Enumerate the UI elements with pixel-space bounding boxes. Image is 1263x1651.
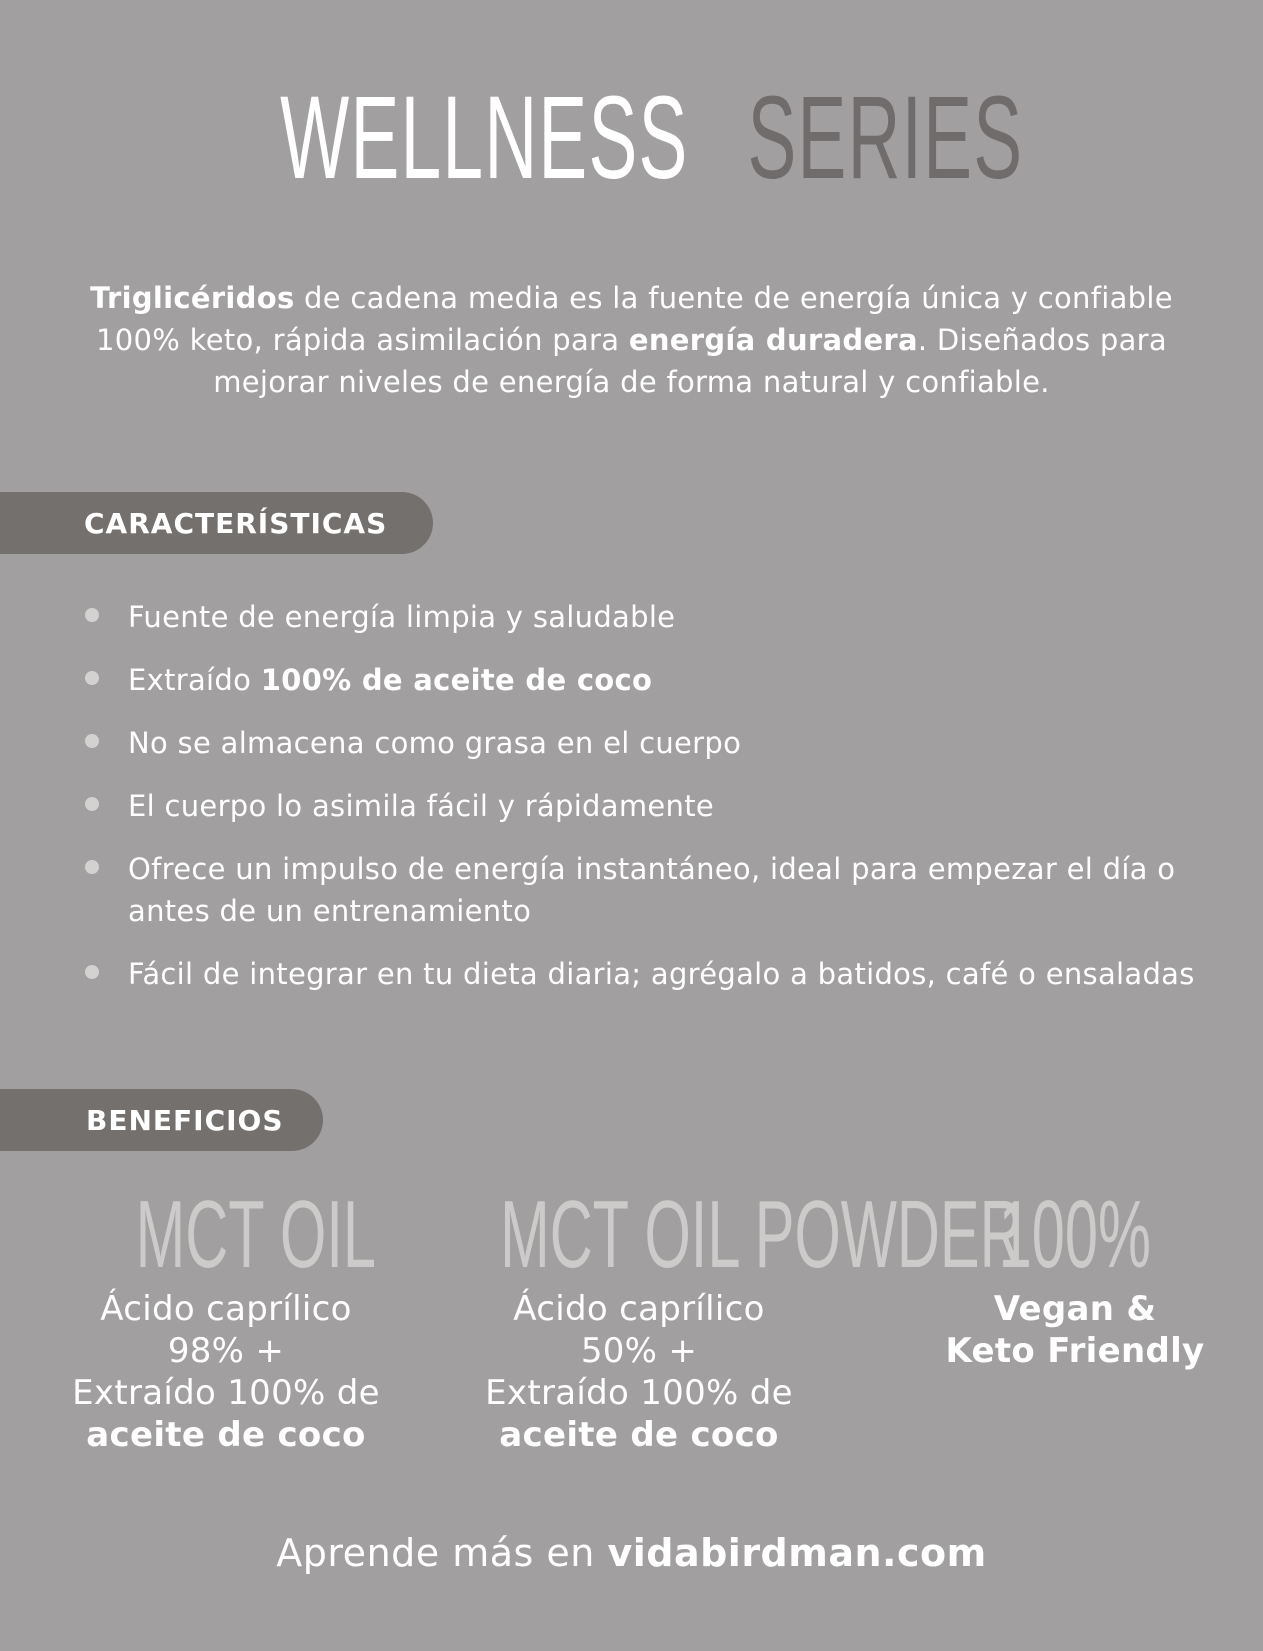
benefit-line: Vegan &: [993, 1289, 1157, 1329]
benefit-line: Extraído 100% de: [485, 1373, 793, 1413]
list-item-text: Fácil de integrar en tu dieta diaria; agrégalo a batidos, café o ensaladas: [128, 957, 1195, 991]
list-item: [84, 659, 1204, 701]
list-item: [84, 596, 1204, 638]
section-heading-features-label: CARACTERÍSTICAS: [84, 506, 388, 540]
benefit-line: Ácido caprílico: [513, 1289, 765, 1329]
benefit-column-mct-oil: [52, 1288, 400, 1456]
list-item-bold: 100% de aceite de coco: [260, 663, 653, 697]
website-link[interactable]: vidabirdman.com: [607, 1531, 987, 1575]
title-series: SERIES: [747, 72, 1024, 204]
benefit-line: Extraído 100% de: [72, 1373, 380, 1413]
benefit-column-mct-oil-powder: [465, 1288, 813, 1456]
list-item-text: Extraído: [128, 663, 261, 697]
benefit-line: 50% +: [580, 1331, 698, 1371]
bullet-icon: [85, 734, 99, 748]
list-item: [84, 953, 1204, 995]
list-item-text: Ofrece un impulso de energía instantáneo, ideal para empezar el día o antes de un entrenamiento: [128, 852, 1176, 928]
bullet-icon: [85, 608, 99, 622]
section-heading-benefits-label: BENEFICIOS: [86, 1103, 284, 1137]
footer-website: [0, 1528, 1263, 1578]
benefit-headline-percent: [900, 1181, 1250, 1288]
benefit-line: Keto Friendly: [945, 1331, 1205, 1371]
benefit-headline-text: MCT OIL: [135, 1181, 376, 1288]
list-item: [84, 848, 1204, 932]
list-item: [84, 785, 1204, 827]
list-item-text: El cuerpo lo asimila fácil y rápidamente: [128, 789, 715, 823]
benefit-headline-text: 100%: [998, 1181, 1152, 1288]
page-title: [0, 72, 1263, 204]
benefit-line-bold: aceite de coco: [86, 1415, 366, 1455]
section-heading-features: [0, 492, 433, 554]
bullet-icon: [85, 965, 99, 979]
bullet-icon: [85, 671, 99, 685]
intro-bold-2: energía duradera: [628, 323, 918, 357]
bullet-icon: [85, 797, 99, 811]
list-item: [84, 722, 1204, 764]
benefit-line-bold: aceite de coco: [499, 1415, 779, 1455]
title-wellness: WELLNESS: [279, 72, 689, 204]
footer-text: Aprende más en: [276, 1531, 608, 1575]
list-item-text: Fuente de energía limpia y saludable: [128, 600, 676, 634]
benefit-column-vegan-keto: [905, 1288, 1245, 1372]
benefit-headline-text: MCT OIL POWDER: [500, 1181, 1023, 1288]
intro-bold-1: Triglicéridos: [90, 281, 295, 315]
intro-text-1: de cadena media es la fuente de energía única y confiable 100% keto, rápida asimilación para: [96, 281, 1173, 357]
intro-text-2: . Diseñados para mejorar niveles de energía de forma natural y confiable.: [213, 323, 1167, 399]
benefit-line: 98% +: [167, 1331, 285, 1371]
benefit-line: Ácido caprílico: [100, 1289, 352, 1329]
bullet-icon: [85, 860, 99, 874]
features-list: [84, 596, 1204, 1016]
intro-paragraph: [70, 277, 1193, 403]
section-heading-benefits: [0, 1089, 323, 1151]
list-item-text: No se almacena como grasa en el cuerpo: [128, 726, 742, 760]
benefit-headline-mct-oil-powder: [340, 1181, 1023, 1288]
